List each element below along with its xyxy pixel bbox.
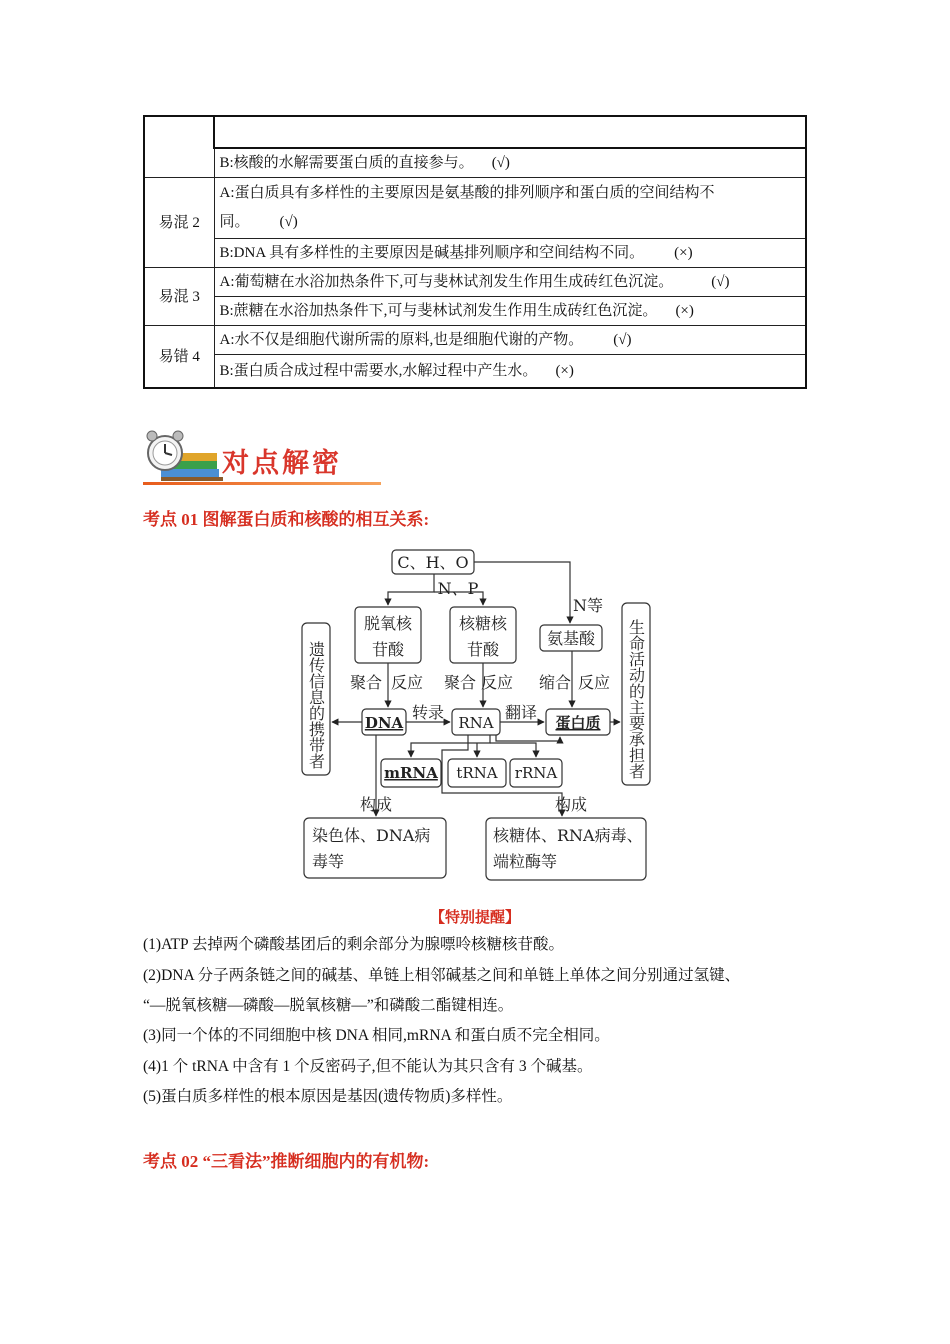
diagram-label: 聚合 [349,673,383,692]
diagram-label: 缩合 [538,673,572,692]
comparison-table [143,115,807,389]
section-banner-title: 对点解密 [222,448,342,479]
diagram-label: 氨基酸 [546,629,596,648]
table-row: A:葡萄糖在水浴加热条件下,可与斐林试剂发生作用生成砖红色沉淀。 (√) [214,268,806,297]
diagram-label: 苷酸 [371,640,405,659]
cross-mark: (×) [675,303,694,319]
row-label: 易混 3 [144,268,214,326]
check-mark: (√) [613,332,632,348]
table-row: A:蛋白质具有多样性的主要原因是氨基酸的排列顺序和蛋白质的空间结构不 同。 (√) [214,178,806,239]
table-row: A:水不仅是细胞代谢所需的原料,也是细胞代谢的产物。 (√) [214,326,806,355]
diagram-label: mRNA [384,764,438,782]
cross-mark: (×) [674,245,693,261]
check-mark: (√) [491,155,510,171]
diagram-label: DNA [364,714,404,732]
reminder-paragraph: “—脱氧核糖—磷酸—脱氧核糖—”和磷酸二酯键相连。 [143,997,514,1014]
table-label-cell-empty [144,116,214,178]
diagram-label: RNA [458,714,494,732]
special-reminder-title: 【特别提醒】 [429,910,520,926]
point-heading-01: 考点 01 图解蛋白质和核酸的相互关系: [143,510,430,529]
diagram-label: 染色体、DNA病 [312,826,431,845]
banner-underline [143,482,381,485]
reminder-paragraph: (1)ATP 去掉两个磷酸基团后的剩余部分为腺嘌呤核糖核苷酸。 [143,936,564,953]
check-mark: (√) [279,214,298,230]
row-label: 易错 4 [144,326,214,389]
point-heading-02: 考点 02 “三看法”推断细胞内的有机物: [143,1152,430,1171]
diagram-label: 翻译 [504,703,538,722]
table-row: B:蛋白质合成过程中需要水,水解过程中产生水。 (×) [214,355,806,389]
diagram-label: 反应 [390,673,424,692]
row-label: 易混 2 [144,178,214,268]
table-row: B:DNA 具有多样性的主要原因是碱基排列顺序和空间结构不同。 (×) [214,239,806,268]
reminder-paragraph: (2)DNA 分子两条链之间的碱基、单链上相邻碱基之间和单链上单体之间分别通过氢键、 [143,967,741,984]
diagram-label: 脱氧核 [363,614,413,633]
diagram-label: 蛋白质 [555,714,601,732]
diagram-label: 构成 [359,795,393,814]
reminder-paragraph: (3)同一个体的不同细胞中核 DNA 相同,mRNA 和蛋白质不完全相同。 [143,1027,610,1044]
protein-nucleic-acid-diagram [300,545,652,885]
diagram-label: 遗传信息的携带者 [306,641,326,769]
check-mark: (√) [711,274,730,290]
diagram-label: 核糖体、RNA病毒、 [493,826,643,845]
diagram-label: 反应 [480,673,514,692]
table-cell-empty [214,116,806,148]
diagram-label: 转录 [411,703,445,722]
diagram-label: tRNA [456,764,498,782]
cross-mark: (×) [555,363,574,379]
diagram-label: 核糖核 [458,614,508,633]
diagram-label: N等 [572,596,604,615]
diagram-label: C、H、O [397,553,469,572]
diagram-label: rRNA [514,764,558,782]
diagram-label: 毒等 [312,852,345,871]
diagram-label: 苷酸 [466,640,500,659]
reminder-paragraph: (5)蛋白质多样性的根本原因是基因(遗传物质)多样性。 [143,1088,513,1105]
reminder-paragraph: (4)1 个 tRNA 中含有 1 个反密码子,但不能认为其只含有 3 个碱基。 [143,1058,593,1075]
diagram-label: 反应 [577,673,611,692]
diagram-label: 端粒酶等 [493,852,558,871]
table-row: B:核酸的水解需要蛋白质的直接参与。 (√) [214,148,806,178]
diagram-label: N、P [437,579,479,598]
diagram-label: 聚合 [443,673,477,692]
diagram-label: 构成 [554,795,588,814]
diagram-label: 生命活动的主要承担者 [626,619,646,779]
table-row: B:蔗糖在水浴加热条件下,可与斐林试剂发生作用生成砖红色沉淀。 (×) [214,297,806,326]
